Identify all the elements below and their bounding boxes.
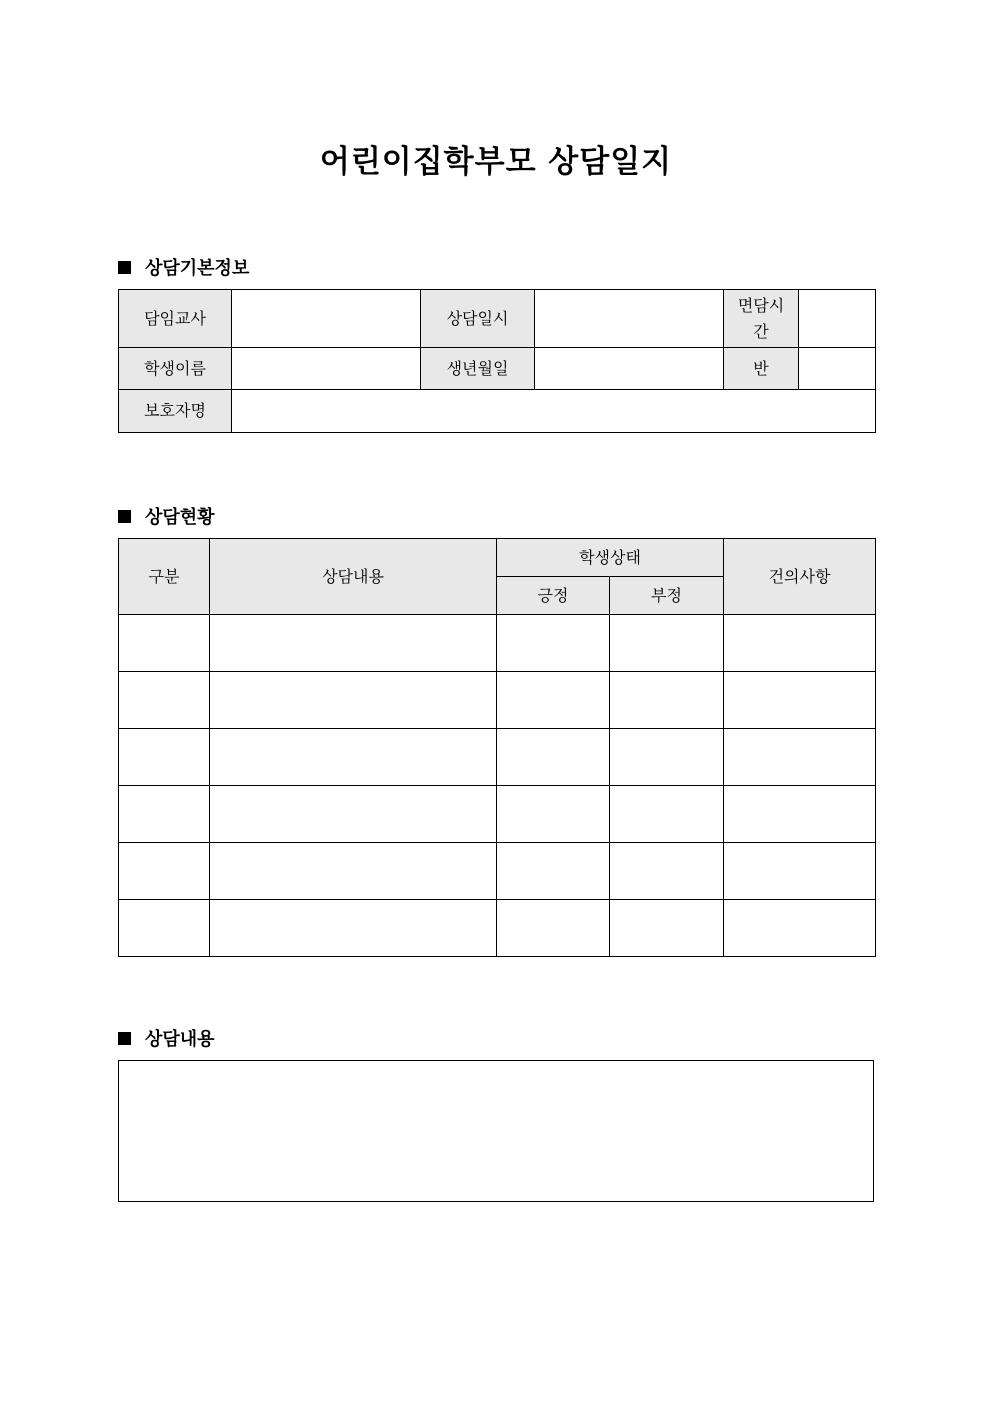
suggestion-header: 건의사항: [724, 539, 876, 615]
positive-cell[interactable]: [497, 672, 610, 729]
section-heading-content: [118, 1025, 215, 1051]
status-table: [118, 538, 876, 957]
positive-cell[interactable]: [497, 843, 610, 900]
square-bullet-icon: [118, 1032, 131, 1045]
class-field[interactable]: [799, 348, 876, 390]
basic-info-table: [118, 289, 876, 433]
table-row: [119, 900, 876, 957]
suggestion-cell[interactable]: [724, 786, 876, 843]
class-label: 반: [724, 348, 799, 390]
section-heading-basic-info: [118, 254, 249, 280]
student-name-label: 학생이름: [119, 348, 232, 390]
teacher-field[interactable]: [232, 290, 421, 348]
date-label: 상담일시: [421, 290, 535, 348]
negative-cell[interactable]: [610, 900, 724, 957]
category-cell[interactable]: [119, 729, 210, 786]
page-title: 어린이집학부모 상담일지: [319, 144, 673, 180]
section-heading-label: 상담현황: [145, 507, 215, 528]
meeting-time-label: 면담시간: [724, 290, 799, 348]
square-bullet-icon: [118, 510, 131, 523]
positive-cell[interactable]: [497, 729, 610, 786]
category-cell[interactable]: [119, 672, 210, 729]
negative-cell[interactable]: [610, 786, 724, 843]
date-field[interactable]: [535, 290, 724, 348]
negative-cell[interactable]: [610, 615, 724, 672]
content-cell[interactable]: [210, 615, 497, 672]
guardian-label: 보호자명: [119, 390, 232, 433]
guardian-field[interactable]: [232, 390, 876, 433]
category-cell[interactable]: [119, 843, 210, 900]
student-name-field[interactable]: [232, 348, 421, 390]
negative-header: 부정: [610, 577, 724, 615]
content-cell[interactable]: [210, 900, 497, 957]
negative-cell[interactable]: [610, 672, 724, 729]
content-cell[interactable]: [210, 672, 497, 729]
positive-cell[interactable]: [497, 900, 610, 957]
positive-cell[interactable]: [497, 786, 610, 843]
student-state-header: 학생상태: [497, 539, 724, 577]
birthdate-label: 생년월일: [421, 348, 535, 390]
square-bullet-icon: [118, 261, 131, 274]
table-row: [119, 615, 876, 672]
category-cell[interactable]: [119, 900, 210, 957]
suggestion-cell[interactable]: [724, 729, 876, 786]
section-heading-label: 상담기본정보: [145, 258, 250, 279]
teacher-label: 담임교사: [119, 290, 232, 348]
category-header: 구분: [119, 539, 210, 615]
section-heading-label: 상담내용: [145, 1029, 215, 1050]
content-cell[interactable]: [210, 786, 497, 843]
negative-cell[interactable]: [610, 729, 724, 786]
positive-header: 긍정: [497, 577, 610, 615]
birthdate-field[interactable]: [535, 348, 724, 390]
table-row: [119, 786, 876, 843]
category-cell[interactable]: [119, 786, 210, 843]
category-cell[interactable]: [119, 615, 210, 672]
suggestion-cell[interactable]: [724, 843, 876, 900]
counseling-notes-box[interactable]: [118, 1060, 874, 1202]
suggestion-cell[interactable]: [724, 615, 876, 672]
table-row: [119, 672, 876, 729]
suggestion-cell[interactable]: [724, 672, 876, 729]
negative-cell[interactable]: [610, 843, 724, 900]
content-cell[interactable]: [210, 729, 497, 786]
positive-cell[interactable]: [497, 615, 610, 672]
table-row: [119, 843, 876, 900]
suggestion-cell[interactable]: [724, 900, 876, 957]
content-header: 상담내용: [210, 539, 497, 615]
table-row: [119, 729, 876, 786]
content-cell[interactable]: [210, 843, 497, 900]
section-heading-status: [118, 503, 215, 529]
meeting-time-field[interactable]: [799, 290, 876, 348]
